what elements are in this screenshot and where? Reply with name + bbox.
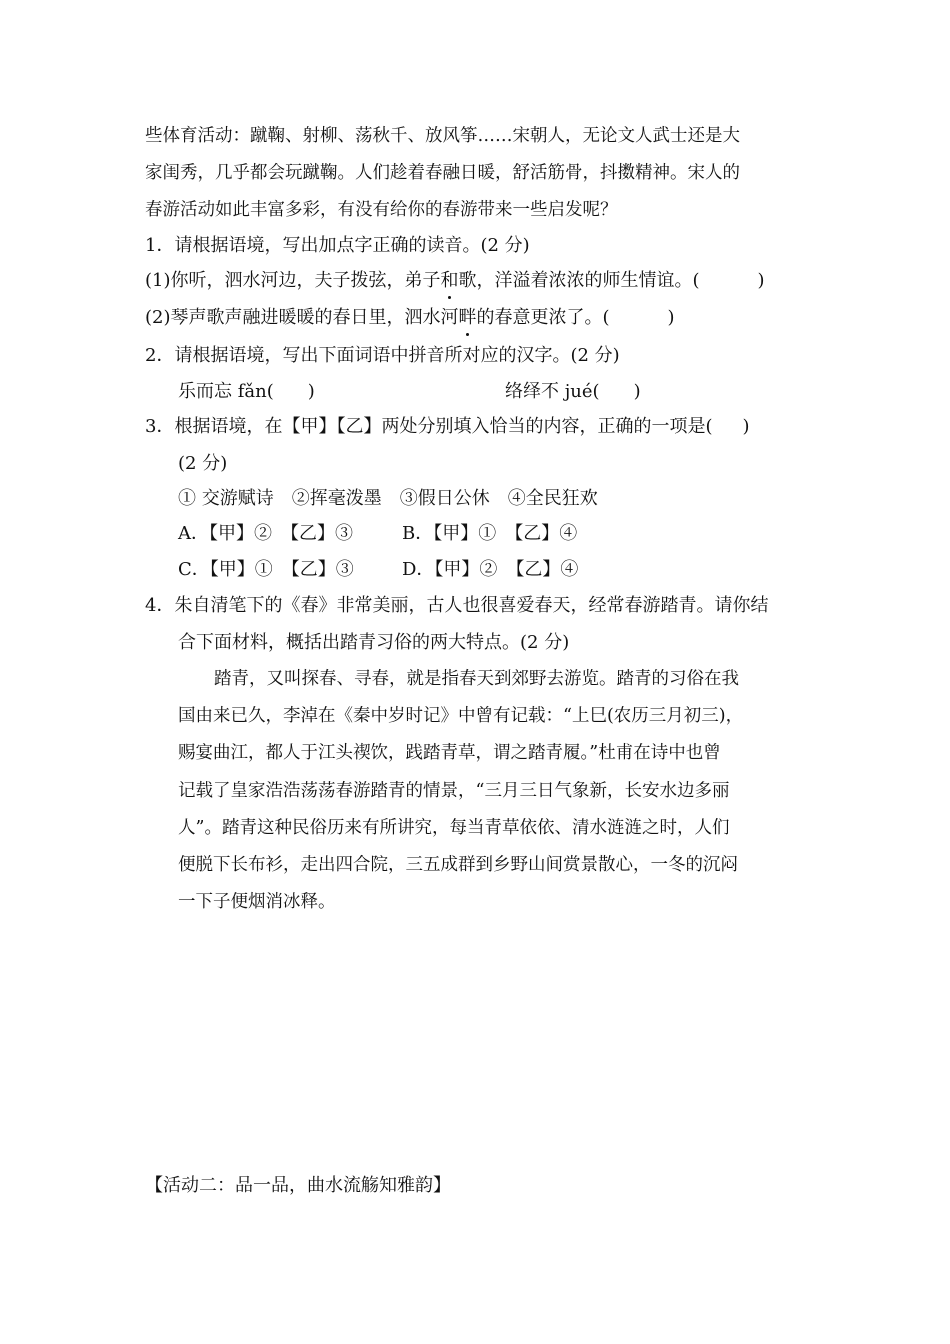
- q2-stem: 2．请根据语境，写出下面词语中拼音所对应的汉字。(2 分): [145, 345, 620, 366]
- q4-stem-line-2: 合下面材料，概括出踏青习俗的两大特点。(2 分): [178, 632, 570, 653]
- q3-stem-close: ): [742, 416, 750, 437]
- q3-stem: [145, 415, 750, 439]
- activity-2-heading: 【活动二：品一品，曲水流觞知雅韵】: [145, 1175, 451, 1196]
- q1-item-1-after: 歌，洋溢着浓浓的师生情谊。(: [458, 270, 700, 291]
- q2-word-2-text: 络绎不 jué(: [505, 381, 600, 402]
- q2-word-1-text: 乐而忘 fǎn(: [178, 381, 274, 402]
- q4-stem-line-1: 4．朱自清笔下的《春》非常美丽，古人也很喜爱春天，经常春游踏青。请你结: [145, 595, 769, 616]
- intro-line-1: 些体育活动：蹴鞠、射柳、荡秋千、放风筝……宋朝人，无论文人武士还是大: [145, 126, 740, 146]
- q1-item-2: [145, 306, 675, 330]
- q1-item-2-before: (2)琴声歌声融进暖暖的春日里，泗水河: [145, 307, 459, 328]
- q3-option-c: C．【甲】① 【乙】③: [178, 559, 354, 580]
- q2-word-2-close: ): [633, 381, 641, 402]
- q2-word-1-close: ): [307, 381, 315, 402]
- q1-item-2-close: ): [667, 307, 675, 328]
- q2-word-2: [505, 380, 641, 404]
- q1-item-1-close: ): [757, 270, 765, 291]
- q4-passage-line: 踏青，又叫探春、寻春，就是指春天到郊野去游览。踏青的习俗在我: [214, 669, 739, 689]
- q4-passage-line: 记载了皇家浩浩荡荡春游踏青的情景，“三月三日气象新，长安水边多丽: [178, 781, 730, 801]
- q3-stem-text: 3．根据语境，在【甲】【乙】两处分别填入恰当的内容，正确的一项是(: [145, 416, 713, 437]
- q1-item-2-dotted-char: 畔: [458, 307, 477, 328]
- q2-word-1: [178, 380, 315, 404]
- q4-passage-line: 赐宴曲江，都人于江头禊饮，践踏青草，谓之踏青履。”杜甫在诗中也曾: [178, 743, 721, 763]
- q4-passage-line: 人”。踏青这种民俗历来有所讲究，每当青草依依、清水涟涟之时，人们: [178, 818, 730, 838]
- q4-passage-line: 国由来已久，李淖在《秦中岁时记》中曾有记载：“上巳(农历三月初三)，: [178, 706, 744, 726]
- q1-stem: 1．请根据语境，写出加点字正确的读音。(2 分): [145, 235, 530, 256]
- q3-option-b: B．【甲】① 【乙】④: [402, 523, 578, 544]
- q1-item-2-after: 的春意更浓了。(: [476, 307, 610, 328]
- intro-line-2: 家闺秀，几乎都会玩蹴鞠。人们趁着春融日暖，舒活筋骨，抖擞精神。宋人的: [145, 163, 740, 183]
- q4-passage-line: 便脱下长布衫，走出四合院，三五成群到乡野山间赏景散心，一冬的沉闷: [178, 855, 738, 875]
- q3-option-a: A．【甲】② 【乙】③: [178, 523, 353, 544]
- q3-choices: ① 交游赋诗 ②挥毫泼墨 ③假日公休 ④全民狂欢: [178, 488, 598, 509]
- intro-line-3: 春游活动如此丰富多彩，有没有给你的春游带来一些启发呢？: [145, 200, 618, 220]
- q1-item-1: [145, 269, 765, 293]
- q3-score: (2 分): [178, 453, 228, 474]
- q4-passage-line: 一下子便烟消冰释。: [178, 892, 336, 912]
- q1-item-1-before: (1)你听，泗水河边，夫子拨弦，弟子: [145, 270, 441, 291]
- q3-option-d: D．【甲】② 【乙】④: [402, 559, 579, 580]
- q1-item-1-dotted-char: 和: [440, 270, 459, 291]
